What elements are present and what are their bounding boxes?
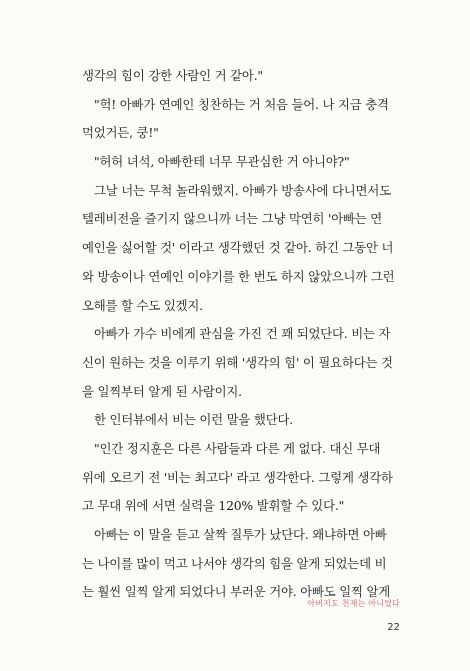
text-line: 는 나이를 많이 먹고 나서야 생각의 힘을 알게 되었는데 비: [82, 555, 387, 571]
text-line: 와 방송이나 연예인 이야기를 한 번도 하지 않았으니까 그런: [82, 268, 395, 284]
text-line: 을 일찍부터 알게 된 사람이지.: [82, 383, 242, 399]
text-line: 신이 원하는 것을 이루기 위해 '생각의 힘' 이 필요하다는 것: [82, 354, 393, 370]
text-line: "인간 정지훈은 다른 사람들과 다른 게 없다. 대신 무대: [94, 440, 381, 456]
text-line: 한 인터뷰에서 비는 이런 말을 했단다.: [94, 412, 293, 428]
running-title: 아버지도 천재는 아니었다: [307, 599, 400, 608]
text-line: 아빠가 가수 비에게 관심을 가진 건 꽤 되었단다. 비는 자: [94, 326, 391, 342]
body-text: [82, 62, 416, 607]
page-number: 22: [387, 622, 400, 633]
text-line: 먹었거든, 쿵!": [82, 125, 159, 141]
text-line: 오해를 할 수도 있겠지.: [82, 297, 203, 313]
text-line: 위에 오르기 전 '비는 최고다' 라고 생각한다. 그렇게 생각하: [82, 469, 393, 485]
text-line: 고 무대 위에 서면 실력을 120% 발휘할 수 있다.": [82, 498, 345, 514]
text-line: 생각의 힘이 강한 사람인 거 같아.": [82, 68, 263, 83]
text-line: "허허 녀석, 아빠한테 너무 무관심한 거 아니야?": [94, 154, 350, 170]
text-line: 텔레비전을 즐기지 않으니까 너는 그냥 막연히 '아빠는 연: [82, 211, 383, 227]
text-line: 아빠는 이 말을 듣고 살짝 질투가 났단다. 왜냐하면 아빠: [94, 527, 387, 542]
text-line: 는 훨씬 일찍 알게 되었다니 부러운 거야. 아빠도 일찍 알게: [82, 584, 391, 600]
text-line: 그날 너는 무척 놀라워했지. 아빠가 방송사에 다니면서도: [94, 182, 391, 198]
text-line: "헉! 아빠가 연예인 칭찬하는 거 처음 들어. 나 지금 충격: [94, 96, 389, 112]
text-line: 예인을 싫어할 것' 이라고 생각했던 것 같아. 하긴 그동안 너: [82, 240, 394, 256]
